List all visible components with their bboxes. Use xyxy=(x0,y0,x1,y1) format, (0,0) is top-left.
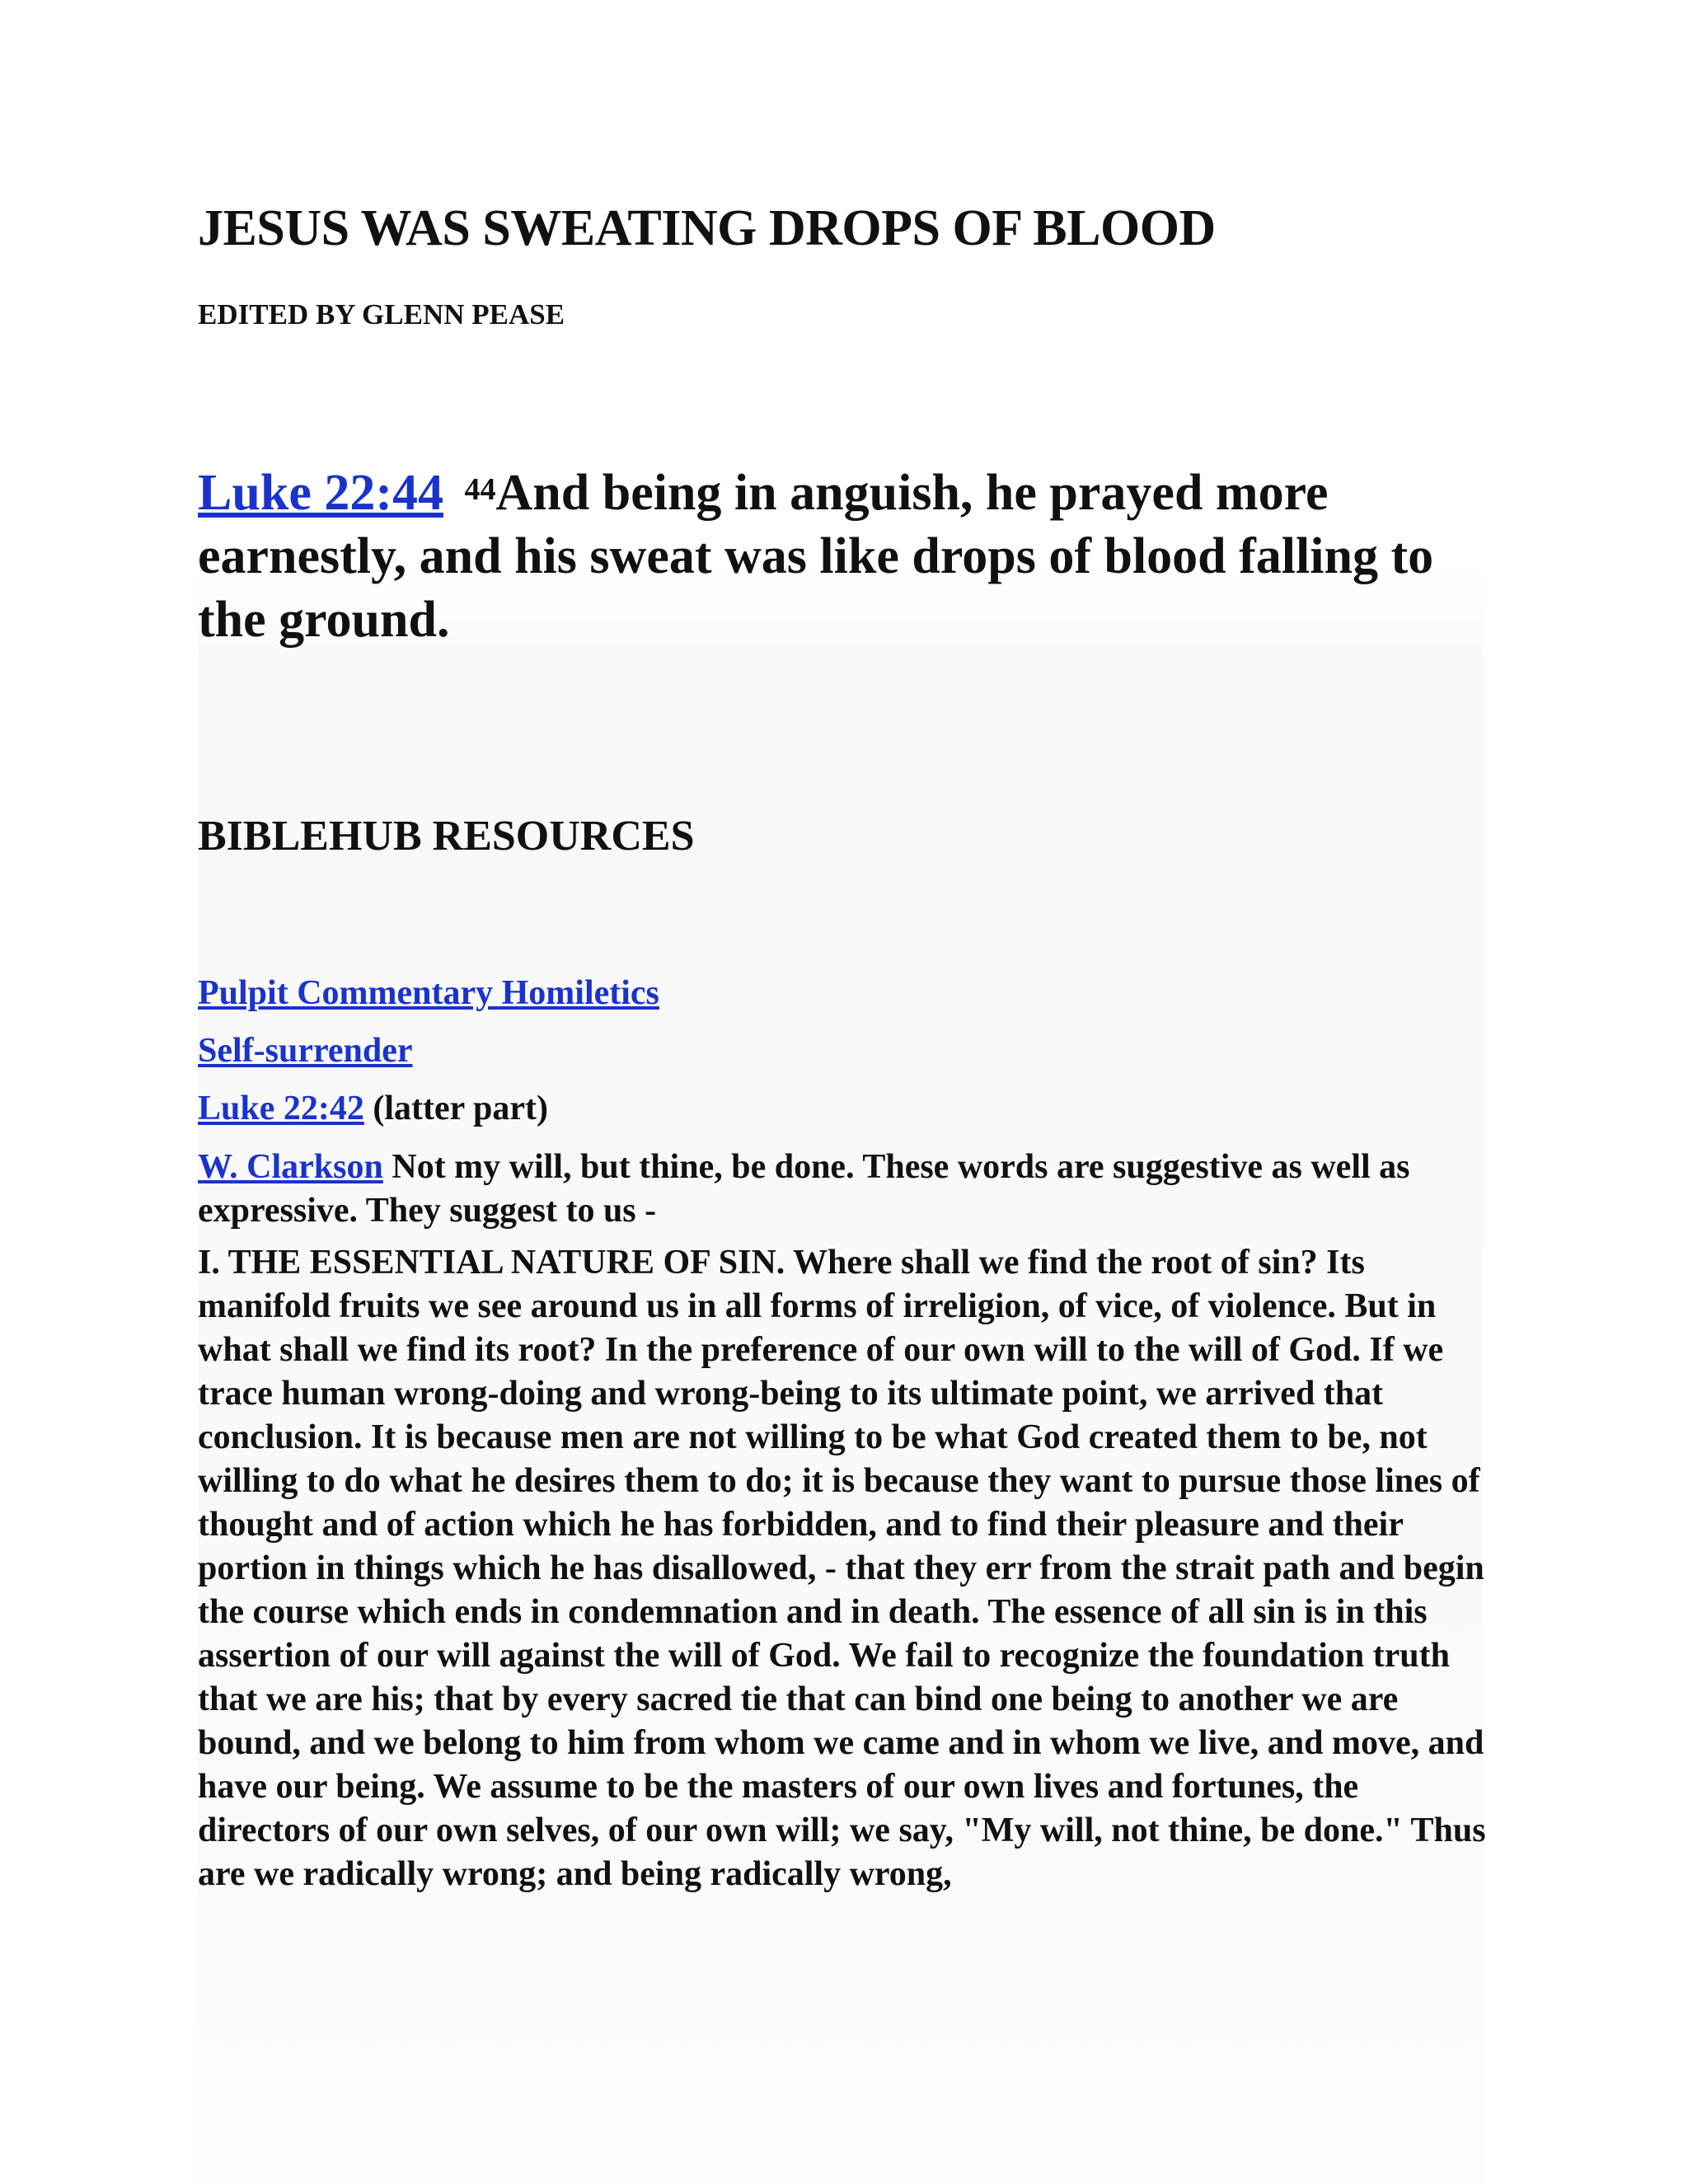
point-one-paragraph: I. THE ESSENTIAL NATURE OF SIN. Where shall we find the root of sin? Its manifold fruits we see around us in all forms of irreligion, of vice, of violence. But in what shall we find its root? In the preference of our own will to the will of God. If we trace human wrong-doing and wrong-being to its ultimate point, we arrived that conclusion. It is because men are not willing to be what God created them to be, not willing to do what he desires them to do; it is because they want to pursue those lines of thought and of action which he has forbidden, and to find their pleasure and their portion in things which he has disallowed, - that they err from the strait path and begin the course which ends in condemnation and in death. The essence of all sin is in this assertion of our will against the will of God. We fail to recognize the foundation truth that we are his; that by every sacred tie that can bind one being to another we are bound, and we belong to him from whom we came and in whom we live, and move, and have our being. We assume to be the masters of our own lives and fortunes, the directors of our own selves, of our own will; we say, "My will, not thine, be done." Thus are we radically wrong; and being radically wrong, xyxy=(198,1244,1486,1893)
intro-paragraph xyxy=(198,1146,1492,1233)
editor-line: EDITED BY GLENN PEASE xyxy=(198,298,565,330)
section-heading: BIBLEHUB RESOURCES xyxy=(198,813,695,860)
intro-text: Not my will, but thine, be done. These words are suggestive as well as expressive. They suggest to us - xyxy=(198,1148,1410,1230)
passage-link[interactable]: Luke 22:42 xyxy=(198,1090,364,1127)
page-title: JESUS WAS SWEATING DROPS OF BLOOD xyxy=(198,200,1216,256)
source-link[interactable]: Pulpit Commentary Homiletics xyxy=(198,974,659,1012)
verse-text: And being in anguish, he prayed more earnestly, and his sweat was like drops of blood falling to the ground. xyxy=(198,465,1434,648)
verse-number: 44 xyxy=(464,472,496,507)
passage-note: (latter part) xyxy=(373,1090,548,1127)
topic-link[interactable]: Self-surrender xyxy=(198,1032,413,1070)
verse-block xyxy=(198,462,1500,652)
author-link[interactable]: W. Clarkson xyxy=(198,1148,383,1186)
commentary-body xyxy=(198,1146,1492,1905)
verse-reference-link[interactable]: Luke 22:44 xyxy=(198,465,443,521)
commentary-links xyxy=(198,972,659,1146)
